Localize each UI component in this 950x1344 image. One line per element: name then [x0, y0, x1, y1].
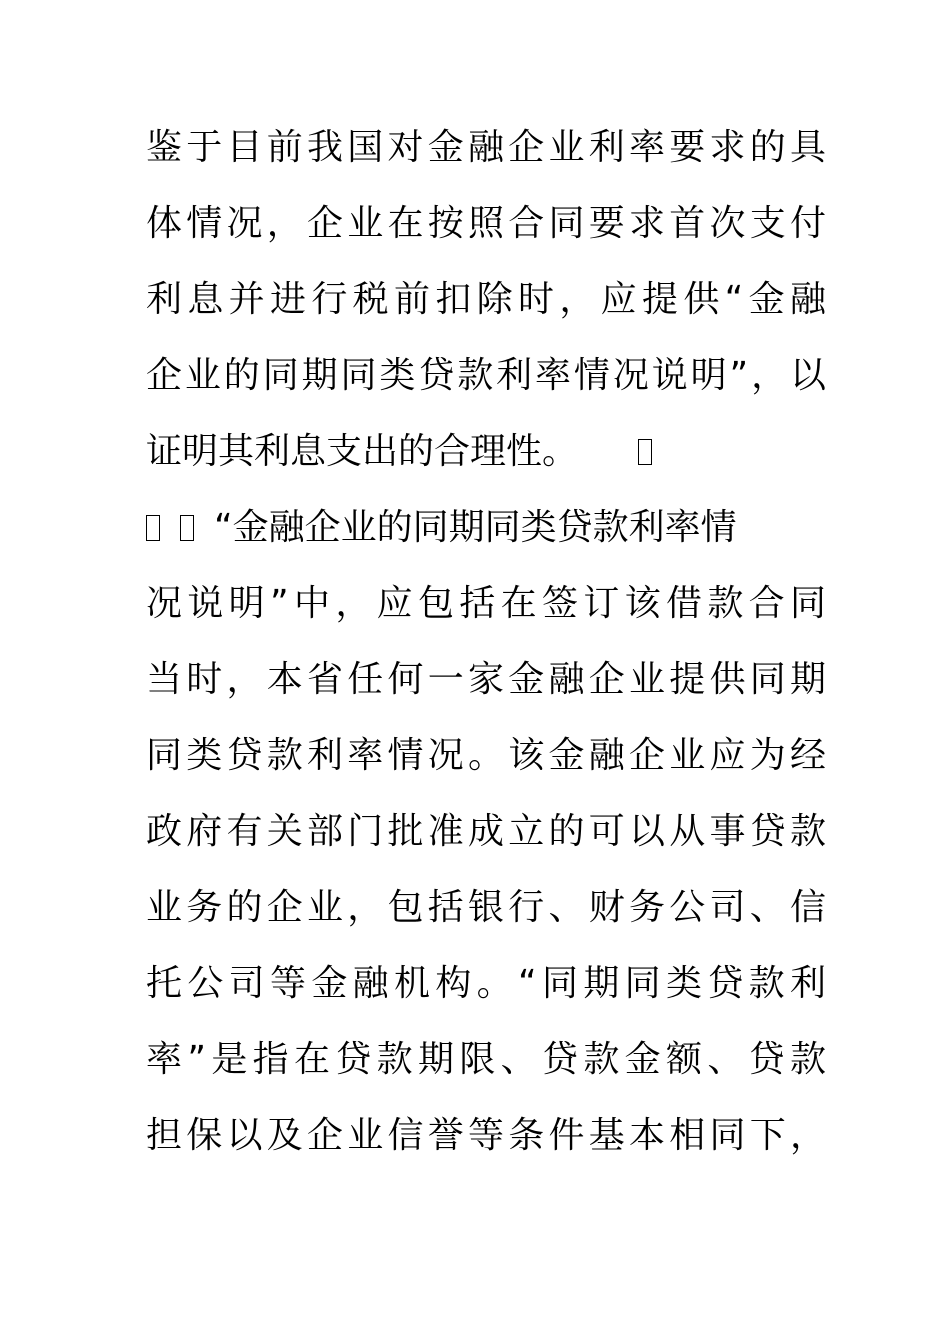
paragraph-line: 企业的同期同类贷款利率情况说明”，以 [146, 355, 826, 396]
paragraph-line: 鉴于目前我国对金融企业利率要求的具 [146, 127, 826, 168]
paragraph-line: 托公司等金融机构。“同期同类贷款利 [146, 963, 826, 1004]
missing-glyph-icon [638, 439, 652, 465]
paragraph-line-end [146, 422, 652, 482]
paragraph-line-indented [146, 498, 826, 558]
paragraph-line: 同类贷款利率情况。该金融企业应为经 [146, 735, 826, 776]
paragraph-line-text: 证明其利息支出的合理性。 [146, 431, 579, 472]
paragraph-line-text: “金融企业的同期同类贷款利率情 [214, 507, 737, 548]
missing-glyph-icon [180, 515, 194, 541]
paragraph-line: 政府有关部门批准成立的可以从事贷款 [146, 811, 826, 852]
paragraph-line: 利息并进行税前扣除时，应提供“金融 [146, 279, 826, 320]
paragraph-line: 况说明”中，应包括在签订该借款合同 [146, 583, 826, 624]
paragraph-line: 体情况，企业在按照合同要求首次支付 [146, 203, 826, 244]
paragraph-line: 率”是指在贷款期限、贷款金额、贷款 [146, 1039, 826, 1080]
missing-glyph-icon [146, 515, 160, 541]
paragraph-line: 当时，本省任何一家金融企业提供同期 [146, 659, 826, 700]
paragraph-line: 担保以及企业信誉等条件基本相同下， [146, 1115, 826, 1156]
paragraph-line: 业务的企业，包括银行、财务公司、信 [146, 887, 826, 928]
